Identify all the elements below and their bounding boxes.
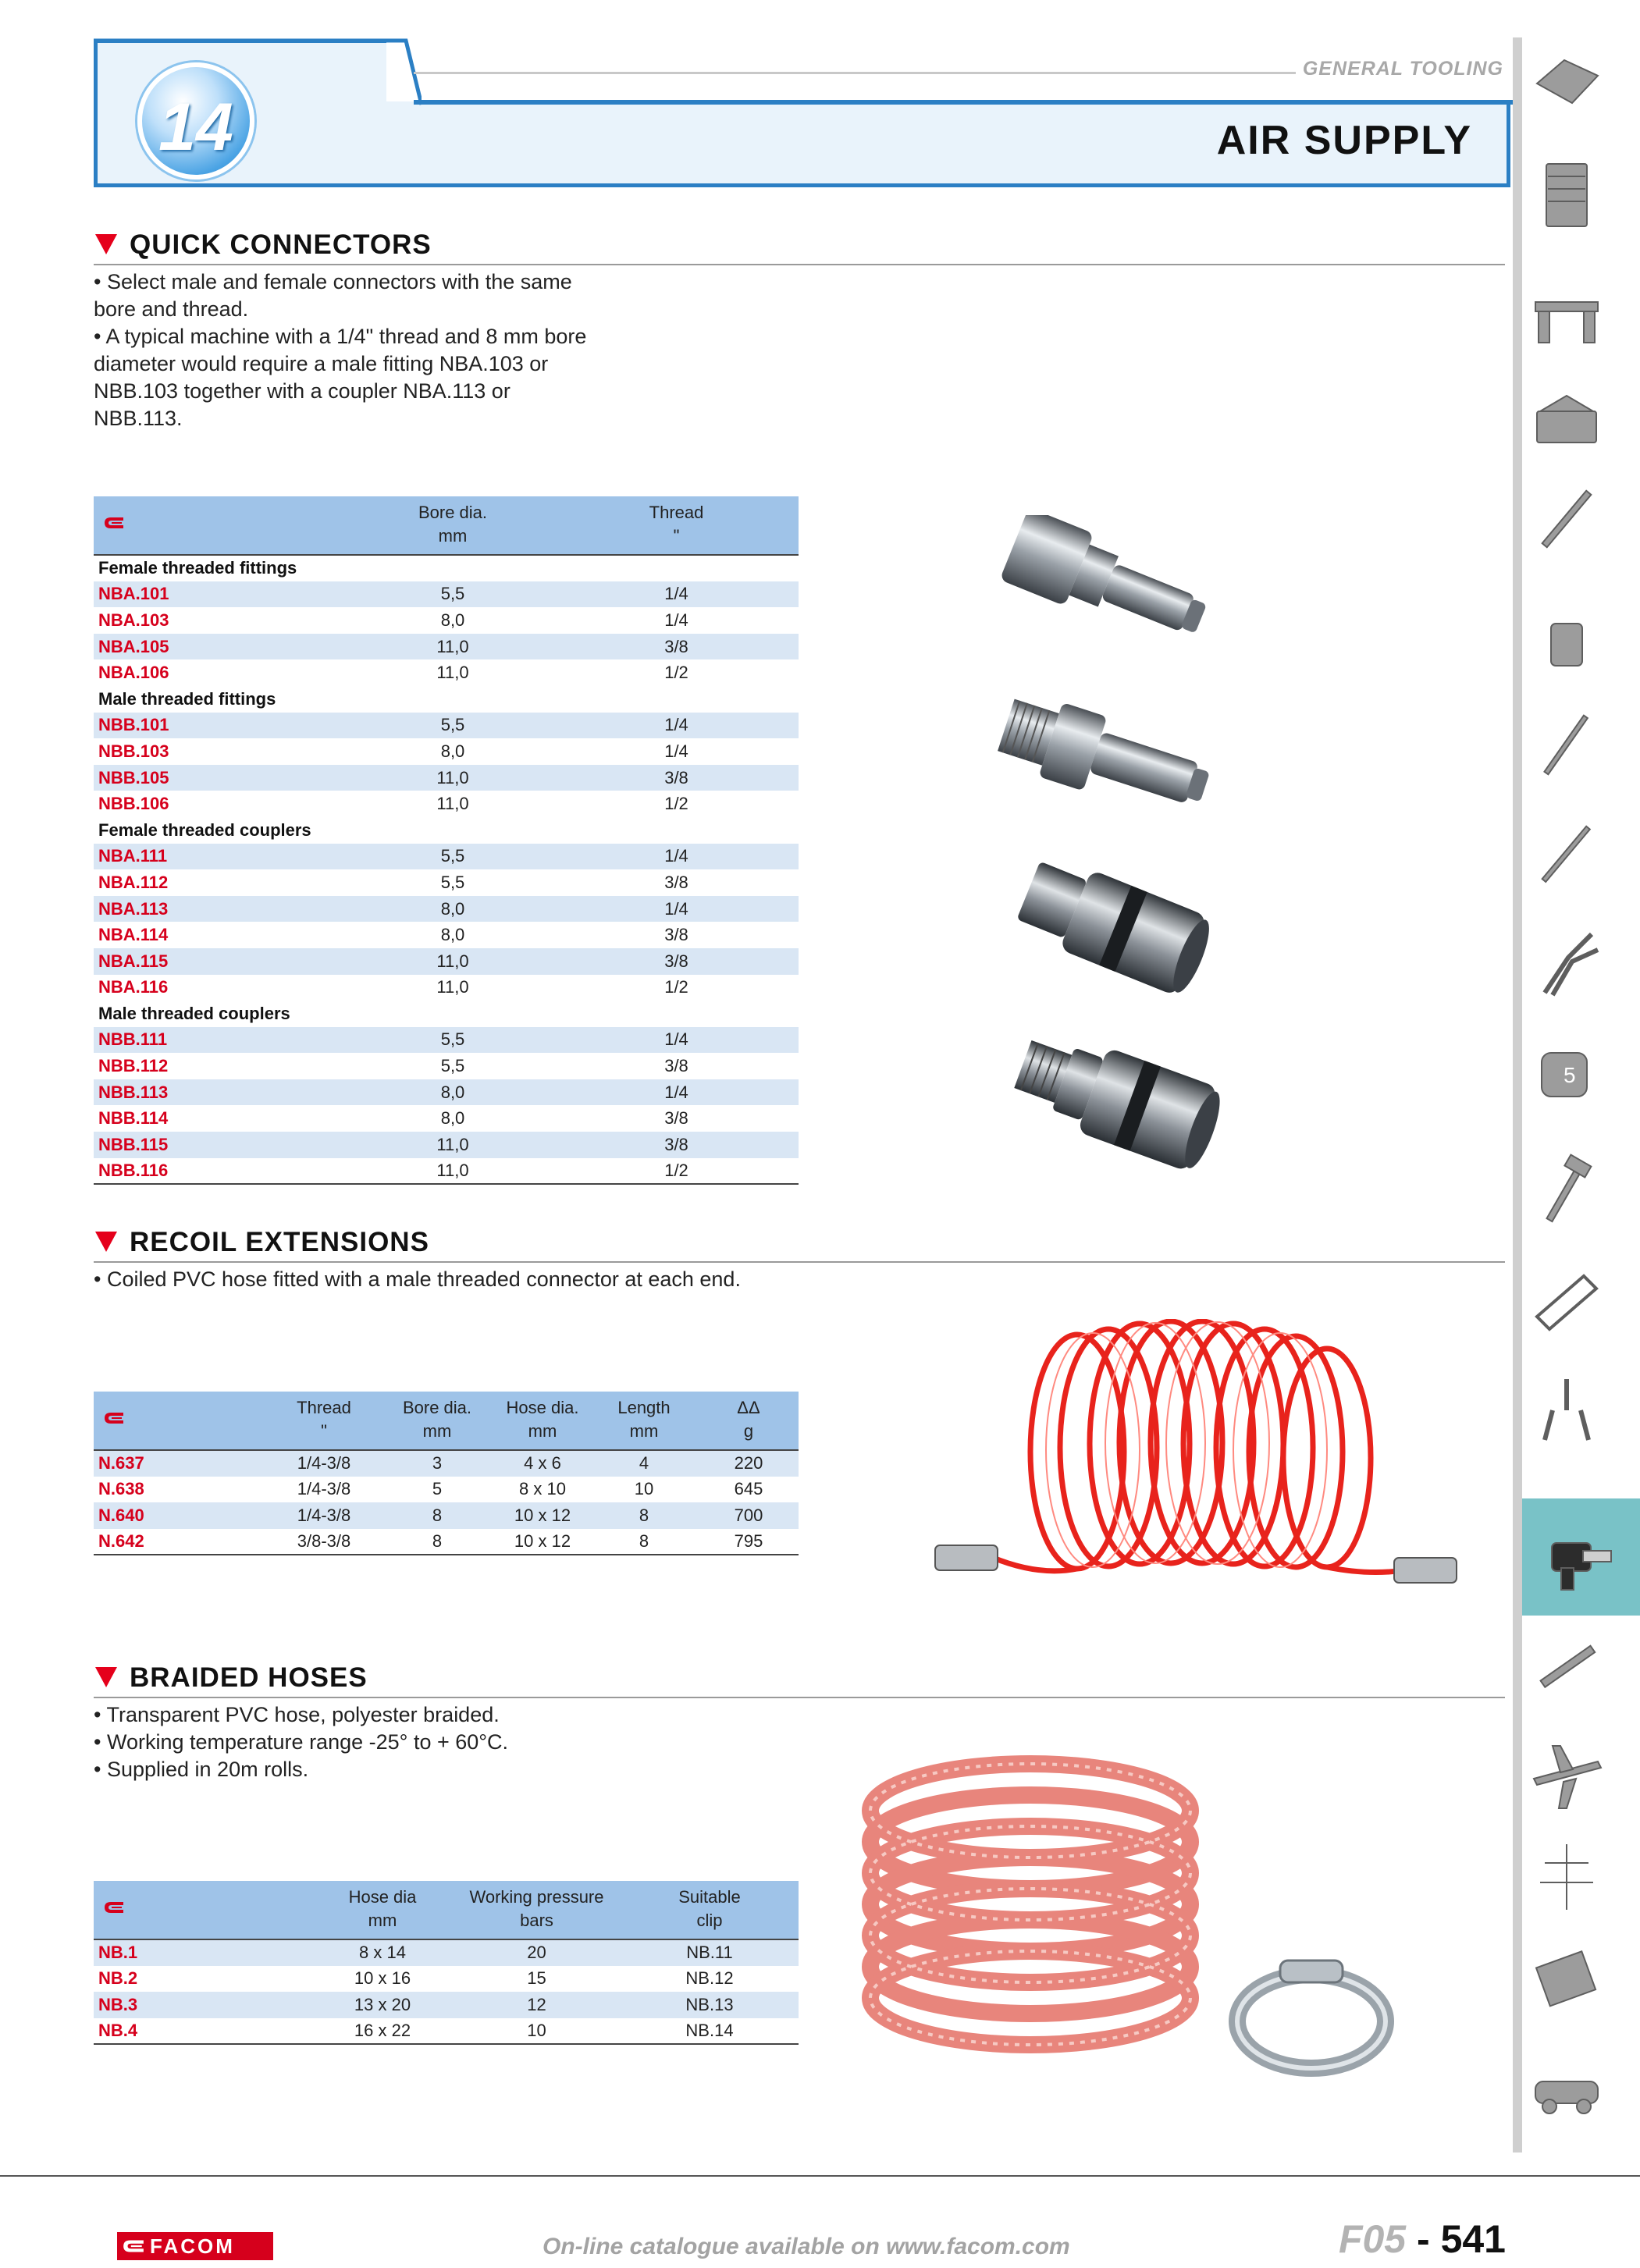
- thread-value: 3/8: [664, 1108, 688, 1129]
- reference-code: NBB.111: [98, 1029, 168, 1050]
- tape-measure-icon-glyph: [1529, 1036, 1604, 1111]
- weight-value: 645: [734, 1479, 763, 1499]
- wrench-icon-glyph: [1529, 482, 1604, 556]
- bore-value: 5,5: [440, 1056, 465, 1076]
- table-row: [94, 1477, 799, 1503]
- pliers-icon-glyph: [1529, 926, 1604, 1001]
- table-row: [94, 659, 799, 686]
- reference-column-header: [94, 1392, 269, 1450]
- group-label: Male threaded fittings: [98, 688, 276, 709]
- electrical-tower-icon[interactable]: [1524, 1834, 1610, 1920]
- thread-value: 1/4: [664, 1029, 688, 1050]
- thread-value: 1/4-3/8: [297, 1505, 351, 1525]
- pressure-value: 20: [527, 1943, 546, 1963]
- hose-value: 8 x 10: [519, 1479, 566, 1499]
- footer-rule: [0, 2175, 1640, 2177]
- thread-column-header: [269, 1392, 379, 1450]
- braided-hose-roll-photo: [851, 1740, 1210, 2068]
- description-line: • A typical machine with a 1/4" thread and 8 mm bore: [94, 325, 587, 348]
- facom-logo-text: FACOM: [150, 2234, 235, 2258]
- description-line: diameter would require a male fitting NBA.103 or: [94, 352, 549, 375]
- puller-icon[interactable]: [1524, 1366, 1610, 1452]
- bore-value: 8: [432, 1505, 443, 1525]
- description-line: NBB.103 together with a coupler NBA.113 or: [94, 379, 510, 403]
- air-tool-icon-glyph: [1544, 1520, 1619, 1594]
- puller-icon-glyph: [1529, 1371, 1604, 1446]
- hose-value: 16 x 22: [354, 2021, 411, 2041]
- facom-logo: [117, 2232, 273, 2260]
- table-body: [94, 1450, 799, 1555]
- clip-value: NB.12: [685, 1968, 734, 1989]
- workbench-icon-glyph: [1529, 279, 1604, 354]
- thread-value: 3/8: [664, 1056, 688, 1076]
- bore-value: 11,0: [436, 636, 469, 656]
- thread-value: 1/4-3/8: [297, 1479, 351, 1499]
- header-line: Thread: [297, 1398, 351, 1417]
- thread-value: 1/4: [664, 1082, 688, 1102]
- table-row: [94, 869, 799, 896]
- bore-value: 5: [432, 1479, 443, 1499]
- facom-logo-mark-icon: [122, 2238, 145, 2255]
- chapter-badge: [137, 62, 254, 180]
- section-marker-icon: [95, 1667, 117, 1687]
- group-label: Male threaded couplers: [98, 1003, 290, 1023]
- male-coupler-photo: [1003, 1030, 1229, 1178]
- header-line: Hose dia: [348, 1887, 417, 1907]
- table-row: [94, 1027, 799, 1054]
- group-label: Female threaded couplers: [98, 819, 311, 840]
- pipe-wrench-icon-glyph: [1529, 1629, 1604, 1704]
- reference-code: NBB.106: [98, 794, 169, 814]
- reference-code: NB.4: [98, 2021, 138, 2041]
- workbench-tray-icon[interactable]: [1524, 39, 1610, 125]
- weight-value: 700: [734, 1505, 763, 1525]
- thread-value: 3/8: [664, 872, 688, 892]
- electrical-tower-icon-glyph: [1529, 1840, 1604, 1914]
- description-line: • Coiled PVC hose fitted with a male threaded connector at each end.: [94, 1267, 741, 1291]
- group-label: Female threaded fittings: [98, 558, 297, 578]
- hose-column-header: [312, 1881, 453, 1939]
- pliers-icon[interactable]: [1524, 921, 1610, 1007]
- bore-value: 5,5: [440, 846, 465, 866]
- recoil-hose-photo: [921, 1319, 1467, 1600]
- thread-value: 1/2: [664, 977, 688, 997]
- facom-reference-icon: [103, 1900, 125, 1914]
- svg-text:5: 5: [1564, 1063, 1576, 1087]
- reference-code: N.640: [98, 1505, 144, 1525]
- hose-value: 10 x 12: [514, 1531, 571, 1552]
- reference-code: N.637: [98, 1453, 144, 1473]
- pressure-value: 12: [527, 1994, 546, 2014]
- bore-value: 8,0: [440, 1108, 465, 1129]
- bore-value: 8,0: [440, 610, 465, 630]
- header-line: Working pressure: [469, 1887, 604, 1907]
- reference-code: NBB.101: [98, 715, 169, 735]
- table-row: [94, 1105, 799, 1132]
- female-fitting-photo: [987, 515, 1245, 671]
- header-line: Bore dia.: [402, 1398, 472, 1417]
- table-row: [94, 1992, 799, 2018]
- length-value: 8: [639, 1531, 649, 1552]
- page-number: [1339, 2216, 1506, 2262]
- header-unit: bars: [520, 1911, 553, 1930]
- page-number-value: 541: [1440, 2217, 1506, 2261]
- header-unit: mm: [629, 1421, 659, 1441]
- thread-value: 1/4: [664, 715, 688, 735]
- bore-value: 5,5: [440, 872, 465, 892]
- bore-value: 8,0: [440, 1082, 465, 1102]
- tape-measure-icon[interactable]: [1524, 1030, 1610, 1116]
- table-group-row: [94, 686, 799, 713]
- bore-value: 8,0: [440, 741, 465, 761]
- reference-code: NBA.112: [98, 872, 169, 892]
- table-row: [94, 1053, 799, 1079]
- table-header: [94, 496, 799, 555]
- bore-value: 5,5: [440, 715, 465, 735]
- thread-value: 3/8-3/8: [297, 1531, 351, 1552]
- section-marker-icon: [95, 234, 117, 254]
- table-row: [94, 1939, 799, 1966]
- reference-code: NBA.116: [98, 977, 169, 997]
- table-row: [94, 1450, 799, 1477]
- weight-column-header: [699, 1392, 799, 1450]
- table-row: [94, 1158, 799, 1185]
- reference-code: NB.3: [98, 1994, 138, 2014]
- section-header-recoil-extensions: [94, 1224, 1505, 1263]
- recoil-extensions-table: [94, 1392, 799, 1555]
- hose-value: 10 x 16: [354, 1968, 411, 1989]
- braided-hoses-table: [94, 1881, 799, 2045]
- table-row: [94, 607, 799, 634]
- socket-icon-glyph: [1529, 606, 1604, 681]
- table-row: [94, 713, 799, 739]
- bore-value: 3: [432, 1453, 443, 1473]
- header-line: Length: [617, 1398, 671, 1417]
- reference-code: NBA.114: [98, 925, 169, 945]
- page-title: AIR SUPPLY: [1216, 118, 1472, 163]
- thread-column-header: [554, 496, 799, 555]
- length-value: 4: [639, 1453, 649, 1473]
- thread-value: 1/4: [664, 741, 688, 761]
- tool-cabinet-icon-glyph: [1529, 158, 1604, 233]
- chapter-number: 14: [158, 90, 233, 165]
- reference-code: NBB.115: [98, 1134, 169, 1154]
- reference-code: NBA.105: [98, 636, 169, 656]
- table-group-row: [94, 555, 799, 581]
- reference-code: NBA.101: [98, 584, 169, 604]
- hammer-icon-glyph: [1529, 1153, 1604, 1228]
- thread-value: 1/4: [664, 584, 688, 604]
- aircraft-icon[interactable]: [1524, 1733, 1610, 1818]
- thread-value: 1/4-3/8: [297, 1453, 351, 1473]
- hose-column-header: [496, 1392, 589, 1450]
- table-header: [94, 1881, 799, 1939]
- thread-value: 3/8: [664, 1134, 688, 1154]
- circuit-board-icon-glyph: [1529, 1941, 1604, 2016]
- table-row: [94, 1966, 799, 1992]
- thread-value: 1/2: [664, 1160, 688, 1180]
- table-row: [94, 1079, 799, 1106]
- page-prefix: F05: [1338, 2217, 1407, 2261]
- pressure-value: 10: [527, 2021, 546, 2041]
- bore-column-header: [351, 496, 554, 555]
- thread-value: 1/2: [664, 794, 688, 814]
- quick-connectors-description: [94, 268, 586, 432]
- header-unit: mm: [368, 1911, 397, 1930]
- hex-key-screwdriver-icon-glyph: [1529, 817, 1604, 892]
- workbench-tray-icon-glyph: [1529, 44, 1604, 119]
- clip-value: NB.11: [686, 1943, 733, 1963]
- table-row: [94, 1502, 799, 1529]
- section-marker-icon: [95, 1232, 117, 1252]
- description-line: • Transparent PVC hose, polyester braided.: [94, 1703, 500, 1726]
- bore-value: 11,0: [436, 663, 469, 683]
- quick-connectors-table: [94, 496, 799, 1185]
- section-header-braided-hoses: [94, 1659, 1505, 1698]
- clip-value: NB.14: [685, 2021, 734, 2041]
- thread-value: 3/8: [664, 636, 688, 656]
- section-title: BRAIDED HOSES: [130, 1662, 368, 1693]
- description-line: • Select male and female connectors with the same: [94, 270, 572, 293]
- page-separator: -: [1406, 2217, 1441, 2261]
- header-line: Thread: [649, 503, 704, 522]
- description-line: NBB.113.: [94, 407, 183, 430]
- length-value: 10: [634, 1479, 654, 1499]
- table-group-row: [94, 817, 799, 844]
- circuit-board-icon[interactable]: [1524, 1936, 1610, 2021]
- website-note: On-line catalogue available on www.facom.com: [543, 2234, 1070, 2259]
- header-divider: [414, 72, 1296, 74]
- header-unit: ": [673, 526, 680, 546]
- table-row: [94, 765, 799, 791]
- car-icon-glyph: [1529, 2050, 1604, 2125]
- hex-key-screwdriver-icon[interactable]: [1524, 812, 1610, 898]
- category-label: GENERAL TOOLING: [1302, 58, 1503, 80]
- table-body: [94, 1939, 799, 2044]
- table-row: [94, 896, 799, 922]
- reference-code: NB.2: [98, 1968, 138, 1989]
- reference-code: NBA.113: [98, 898, 169, 919]
- header-unit: mm: [438, 526, 468, 546]
- air-tool-icon[interactable]: [1522, 1498, 1640, 1616]
- pipe-wrench-icon[interactable]: [1524, 1623, 1610, 1709]
- clip-value: NB.13: [685, 1994, 734, 2014]
- reference-code: N.638: [98, 1479, 144, 1499]
- header-line: Hose dia.: [506, 1398, 579, 1417]
- weight-value: 220: [734, 1453, 763, 1473]
- reference-code: NBB.112: [98, 1056, 169, 1076]
- male-fitting-photo: [987, 687, 1245, 843]
- header-unit: mm: [528, 1421, 557, 1441]
- aircraft-icon-glyph: [1529, 1738, 1604, 1813]
- reference-code: NBB.105: [98, 767, 169, 787]
- tool-cabinet-icon[interactable]: [1524, 152, 1610, 238]
- socket-icon[interactable]: [1524, 601, 1610, 687]
- reference-code: NB.1: [98, 1943, 138, 1963]
- pressure-column-header: [453, 1881, 621, 1939]
- length-value: 8: [639, 1505, 649, 1525]
- reference-code: NBA.111: [98, 846, 168, 866]
- thread-value: 1/2: [664, 663, 688, 683]
- header-unit: clip: [696, 1911, 723, 1930]
- table-header: [94, 1392, 799, 1450]
- reference-code: N.642: [98, 1531, 144, 1552]
- header-unit: ": [321, 1421, 327, 1441]
- table-row: [94, 1529, 799, 1555]
- reference-code: NBA.115: [98, 951, 169, 971]
- reference-code: NBB.113: [98, 1082, 169, 1102]
- table-row: [94, 634, 799, 660]
- reference-code: NBA.103: [98, 610, 169, 630]
- hammer-icon[interactable]: [1524, 1147, 1610, 1233]
- hose-value: 10 x 12: [514, 1505, 571, 1525]
- table-group-row: [94, 1001, 799, 1027]
- bore-value: 8: [432, 1531, 443, 1552]
- header-unit: g: [743, 1421, 754, 1441]
- facom-reference-icon: [103, 516, 125, 530]
- car-icon[interactable]: [1524, 2045, 1610, 2131]
- reference-code: NBB.103: [98, 741, 169, 761]
- bore-value: 11,0: [436, 951, 469, 971]
- bore-value: 5,5: [440, 584, 465, 604]
- bore-value: 5,5: [440, 1029, 465, 1050]
- bore-value: 8,0: [440, 898, 465, 919]
- hacksaw-icon[interactable]: [1524, 1257, 1610, 1342]
- braided-hoses-description: [94, 1701, 508, 1783]
- table-body: [94, 555, 799, 1184]
- hose-value: 13 x 20: [354, 1994, 411, 2014]
- bore-value: 11,0: [436, 767, 469, 787]
- table-row: [94, 738, 799, 765]
- description-line: • Working temperature range -25° to + 60°C.: [94, 1730, 509, 1754]
- hose-clip-photo: [1226, 1943, 1397, 2084]
- header-line: Bore dia.: [418, 503, 488, 522]
- section-header-quick-connectors: [94, 226, 1505, 265]
- section-title: QUICK CONNECTORS: [130, 229, 432, 260]
- toolbox-icon[interactable]: [1524, 375, 1610, 460]
- hacksaw-icon-glyph: [1529, 1262, 1604, 1337]
- thread-value: 3/8: [664, 951, 688, 971]
- header-line: Suitable: [678, 1887, 741, 1907]
- female-coupler-photo: [1003, 858, 1222, 1007]
- table-row: [94, 975, 799, 1001]
- weight-value: 795: [734, 1531, 763, 1552]
- bore-value: 11,0: [436, 1134, 469, 1154]
- section-title: RECOIL EXTENSIONS: [130, 1227, 429, 1257]
- table-row: [94, 922, 799, 948]
- facom-reference-icon: [103, 1411, 125, 1425]
- table-row: [94, 581, 799, 608]
- hose-value: 4 x 6: [524, 1453, 561, 1473]
- thread-value: 1/4: [664, 846, 688, 866]
- header-unit: mm: [422, 1421, 452, 1441]
- bore-value: 8,0: [440, 925, 465, 945]
- length-column-header: [589, 1392, 699, 1450]
- bore-value: 11,0: [436, 977, 469, 997]
- header-line: ΔΔ: [737, 1398, 760, 1417]
- description-line: bore and thread.: [94, 297, 249, 321]
- wrench-icon[interactable]: [1524, 476, 1610, 562]
- pressure-value: 15: [527, 1968, 546, 1989]
- reference-code: NBB.116: [98, 1160, 169, 1180]
- toolbox-icon-glyph: [1529, 380, 1604, 455]
- bore-value: 11,0: [436, 794, 469, 814]
- reference-column-header: [94, 1881, 312, 1939]
- thread-value: 3/8: [664, 925, 688, 945]
- bore-value: 11,0: [436, 1160, 469, 1180]
- thread-value: 1/4: [664, 610, 688, 630]
- hose-value: 8 x 14: [359, 1943, 406, 1963]
- header-rule: [414, 100, 1514, 105]
- thread-value: 3/8: [664, 767, 688, 787]
- table-row: [94, 791, 799, 817]
- thread-value: 1/4: [664, 898, 688, 919]
- reference-code: NBA.106: [98, 663, 169, 683]
- table-row: [94, 2018, 799, 2045]
- screwdriver-icon-glyph: [1529, 708, 1604, 783]
- reference-code: NBB.114: [98, 1108, 169, 1129]
- reference-column-header: [94, 496, 351, 555]
- table-row: [94, 948, 799, 975]
- table-row: [94, 1132, 799, 1158]
- bore-column-header: [379, 1392, 496, 1450]
- table-row: [94, 844, 799, 870]
- description-line: • Supplied in 20m rolls.: [94, 1758, 309, 1781]
- screwdriver-icon[interactable]: [1524, 702, 1610, 788]
- category-rail: [1513, 37, 1522, 2152]
- workbench-icon[interactable]: [1524, 273, 1610, 359]
- clip-column-header: [621, 1881, 799, 1939]
- recoil-extensions-description: [94, 1266, 741, 1293]
